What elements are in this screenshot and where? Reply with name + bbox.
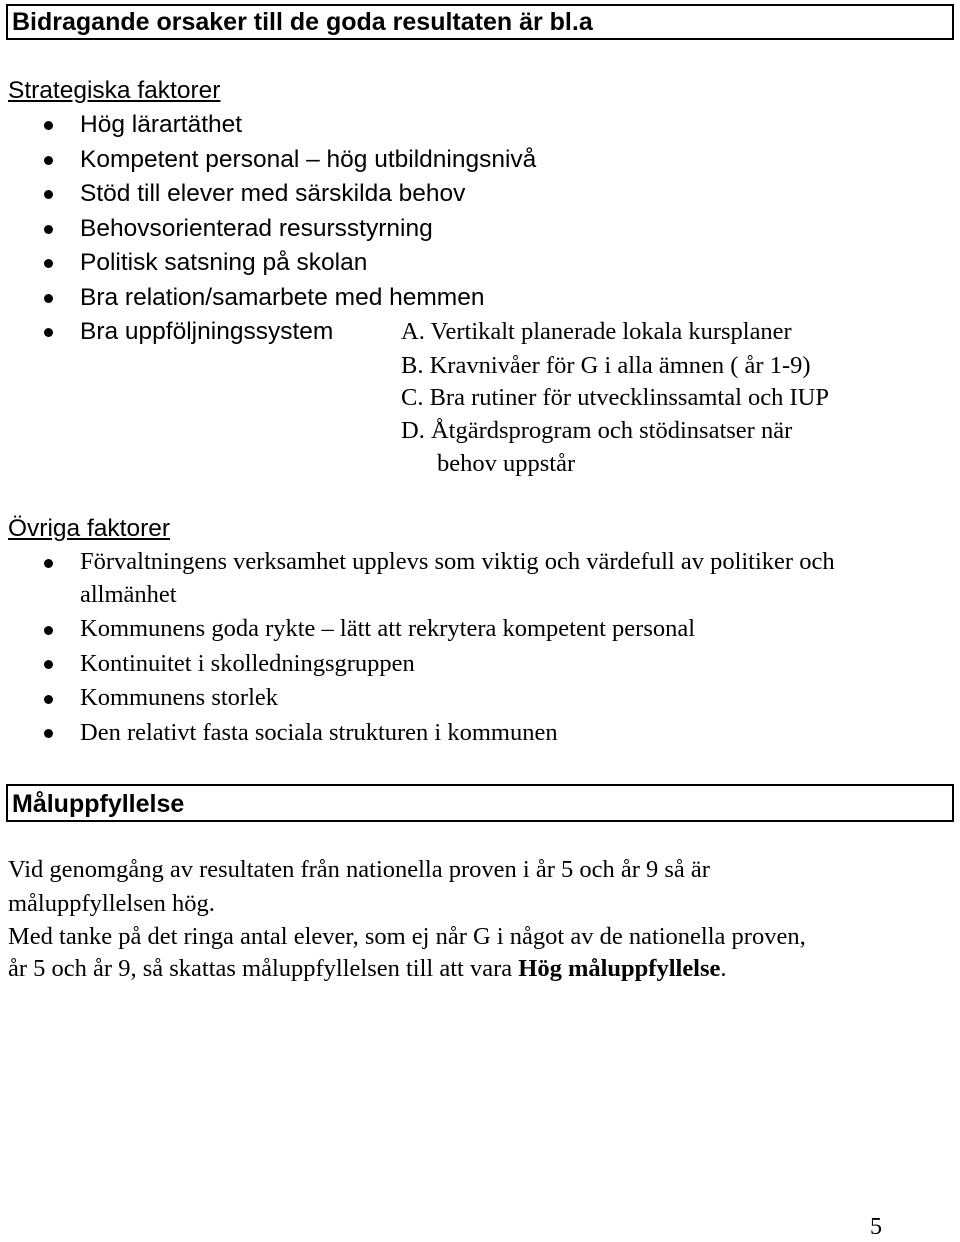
bullet-icon [44,121,53,130]
strategic-item: Stöd till elever med särskilda behov [80,180,466,207]
strategic-subitem-continuation: behov uppstår [437,450,576,477]
goal-paragraph: Med tanke på det ringa antal elever, som ej når G i något av de nationella proven, [8,923,806,950]
bullet-icon [44,559,53,568]
goal-paragraph: Vid genomgång av resultaten från nationella proven i år 5 och år 9 så är [8,856,710,883]
other-heading: Övriga faktorer [8,515,171,542]
strategic-item: Bra uppföljningssystem [80,318,334,345]
strategic-item: Behovsorienterad resursstyrning [80,215,433,242]
page-number: 5 [870,1214,882,1240]
goal-paragraph-continuation: måluppfyllelsen hög. [8,890,215,917]
other-item: Kommunens goda rykte – lätt att rekrytera kompetent personal [80,615,696,642]
other-item: Den relativt fasta sociala strukturen i kommunen [80,719,558,746]
goal-text: år 5 och år 9, så skattas måluppfyllelsen till att vara [8,955,519,982]
strategic-subitem: D. Åtgärdsprogram och stödinsatser när [401,417,793,444]
bullet-icon [44,729,53,738]
goal-paragraph-continuation [8,954,727,984]
goal-box [6,784,954,822]
bullet-icon [44,695,53,704]
other-item: Förvaltningens verksamhet upplevs som viktig och värdefull av politiker och [80,548,835,575]
strategic-item: Bra relation/samarbete med hemmen [80,284,485,311]
strategic-subitem: A. Vertikalt planerade lokala kursplaner [401,318,792,345]
strategic-item: Kompetent personal – hög utbildningsnivå [80,146,537,173]
other-item-continuation: allmänhet [80,581,177,608]
page-title: Bidragande orsaker till de goda resultaten är bl.a [12,8,593,36]
goal-emphasis: Hög måluppfyllelse [518,955,721,982]
strategic-item: Hög lärartäthet [80,111,243,138]
strategic-heading: Strategiska faktorer [8,77,221,104]
bullet-icon [44,259,53,268]
goal-period: . [720,955,727,982]
strategic-subitem: C. Bra rutiner för utvecklinssamtal och IUP [401,384,829,411]
bullet-icon [44,156,53,165]
bullet-icon [44,660,53,669]
bullet-icon [44,190,53,199]
bullet-icon [44,626,53,635]
other-item: Kommunens storlek [80,684,279,711]
bullet-icon [44,225,53,234]
title-box [6,4,954,40]
bullet-icon [44,294,53,303]
other-item: Kontinuitet i skolledningsgruppen [80,650,415,677]
goal-heading: Måluppfyllelse [12,790,185,818]
strategic-item: Politisk satsning på skolan [80,249,368,276]
bullet-icon [44,328,53,337]
strategic-subitem: B. Kravnivåer för G i alla ämnen ( år 1-9) [401,352,811,379]
